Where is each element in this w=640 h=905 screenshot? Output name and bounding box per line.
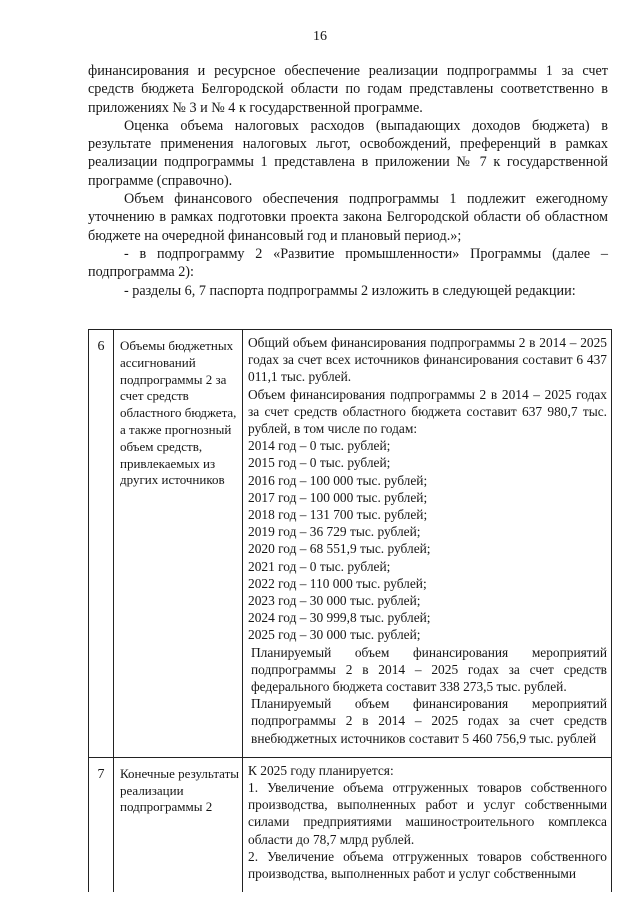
financing-extrabudget: Планируемый объем финансирования мероприятий подпрограммы 2 в 2014 – 2025 годах за счет средств внебюджетных источников составит 5 460 756,9 тыс. рублей [251,696,607,746]
financing-total: Общий объем финансирования подпрограммы 2 в 2014 – 2025 годах за счет всех источников финансирования составит 6 437 011,1 тыс. рублей. [248,335,607,385]
year-line: 2019 год – 36 729 тыс. рублей; [248,524,421,540]
year-line: 2021 год – 0 тыс. рублей; [248,558,391,574]
year-line: 2023 год – 30 000 тыс. рублей; [248,593,421,609]
row-number: 6 [89,330,114,758]
table-row [89,330,612,758]
passport-table-wrapper [88,329,612,905]
row-number: 7 [89,757,114,892]
paragraph-annual-adjustment: Объем финансового обеспечения подпрограммы 1 подлежит ежегодному уточнению в рамках подготовки проекта закона Белгородской области об областном бюджете на очередной финансовый год и плановый период.»; [88,191,608,244]
body-text [88,62,608,300]
year-line: 2015 год – 0 тыс. рублей; [248,455,391,471]
financing-regional: Объем финансирования подпрограммы 2 в 2014 – 2025 годах за счет средств областного бюджета составит 637 980,7 тыс. рублей, в том числе по годам: [248,386,607,437]
financing-federal: Планируемый объем финансирования мероприятий подпрограммы 2 в 2014 – 2025 годах за счет средств федерального бюджета составит 338 273,5 тыс. рублей. [251,644,607,695]
paragraph-financing-appendices: финансирования и ресурсное обеспечение реализации подпрограммы 1 за счет средств бюджета Белгородской области по годам представлены соответственно в приложениях № 3 и № 4 к государственной программе. [88,63,608,116]
row-label: Конечные результаты реализации подпрограммы 2 [114,757,243,892]
row-content [243,330,612,758]
year-line: 2017 год – 100 000 тыс. рублей; [248,489,428,505]
table-row [89,757,612,892]
year-line: 2025 год – 30 000 тыс. рублей; [248,627,421,643]
year-line: 2014 год – 0 тыс. рублей; [248,438,391,454]
results-intro: К 2025 году планируется: [248,762,394,778]
paragraph-sections-edit: - разделы 6, 7 паспорта подпрограммы 2 изложить в следующей редакции: [124,282,576,299]
passport-table [88,329,612,892]
year-line: 2016 год – 100 000 тыс. рублей; [248,472,428,488]
year-line: 2020 год – 68 551,9 тыс. рублей; [248,541,431,557]
paragraph-subprogram-2-intro: - в подпрограмму 2 «Развитие промышленности» Программы (далее – подпрограмма 2): [88,245,608,281]
row-label: Объемы бюджетных ассигнований подпрограммы 2 за счет средств областного бюджета, а также прогнозный объем средств, привлекаемых из других источников [114,330,243,758]
result-item: 2. Увеличение объема отгруженных товаров собственного производства, выполненных работ и услуг собственными [248,848,607,882]
page-number: 16 [313,29,327,44]
year-line: 2022 год – 110 000 тыс. рублей; [248,575,427,591]
result-item: 1. Увеличение объема отгруженных товаров собственного производства, выполненных работ и услуг собственными силами предприятиями машиностроительного комплекса области до 78,7 млрд рублей. [248,780,607,847]
row-content [243,757,612,892]
year-line: 2018 год – 131 700 тыс. рублей; [248,507,428,523]
paragraph-tax-expenses: Оценка объема налоговых расходов (выпадающих доходов бюджета) в результате применения налоговых льгот, освобождений, преференций в рамках реализации подпрограммы 1 представлена в приложении № 7 к государственной программе (справочно). [88,117,608,189]
year-line: 2024 год – 30 999,8 тыс. рублей; [248,610,431,626]
